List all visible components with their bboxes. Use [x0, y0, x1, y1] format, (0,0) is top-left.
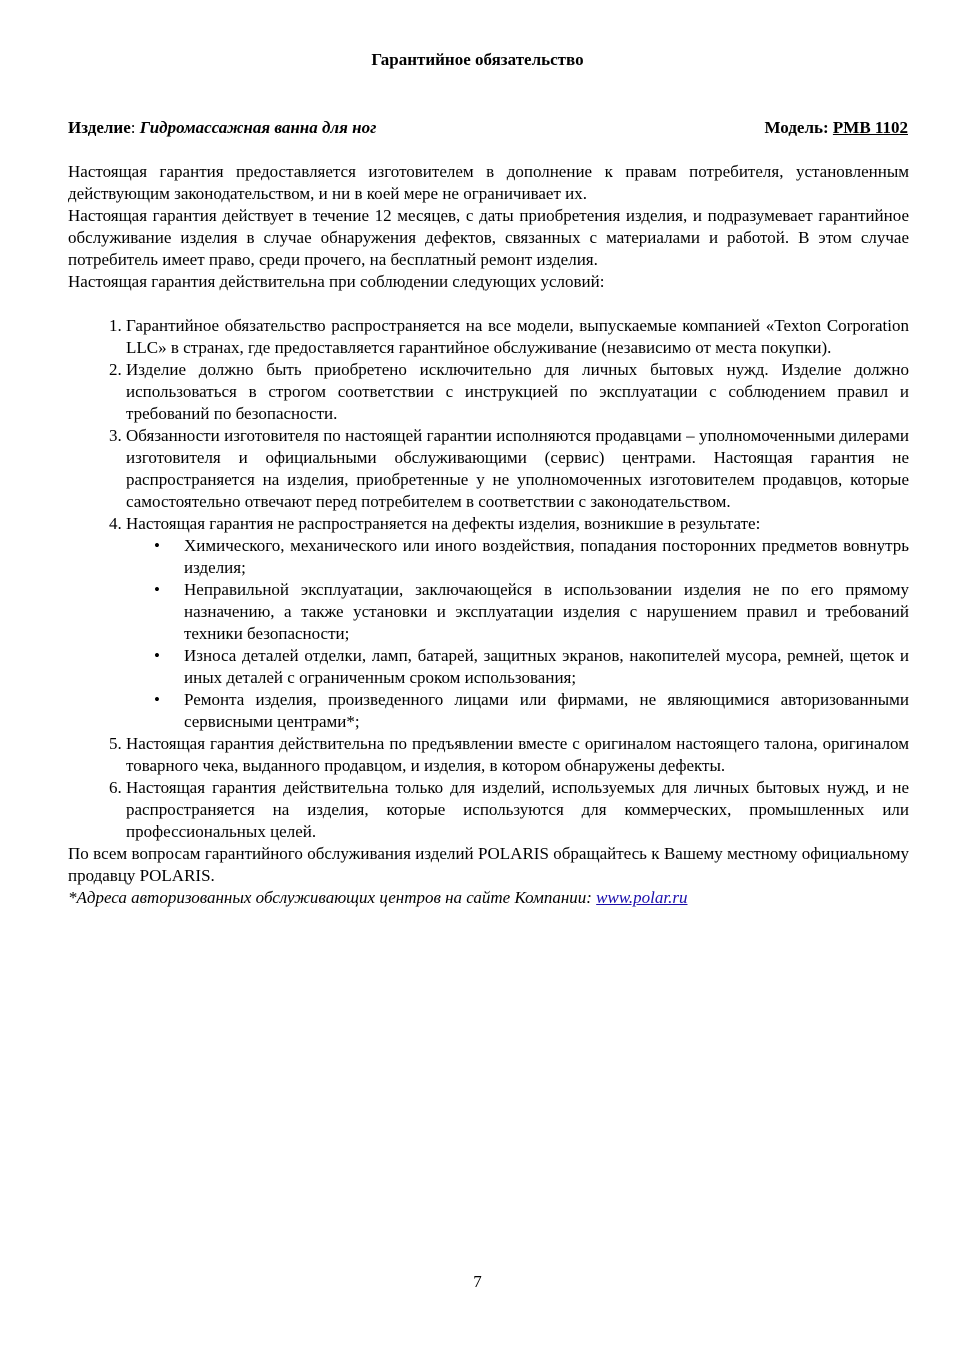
exclusion-item: • Износа деталей отделки, ламп, батарей, защитных экранов, накопителей мусора, ремней, щеток и иных деталей с ограниченным сроком использования;	[184, 645, 909, 689]
product-info	[68, 117, 376, 139]
condition-item	[126, 777, 909, 843]
condition-item	[126, 315, 909, 359]
condition-text: Настоящая гарантия действительна по предъявлении вместе с оригиналом настоящего талона, оригиналом товарного чека, выданного продавцом, и изделия, в котором обнаружены дефекты.	[126, 734, 909, 775]
page-number: 7	[473, 1272, 482, 1291]
website-link[interactable]: www.polar.ru	[596, 888, 688, 907]
condition-text: Гарантийное обязательство распространяется на все модели, выпускаемые компанией «Texton Corporation LLC» в странах, где предоставляется гарантийное обслуживание (независимо от места покупки).	[126, 316, 909, 357]
document-title: Гарантийное обязательство	[371, 50, 584, 69]
condition-text: Изделие должно быть приобретено исключительно для личных бытовых нужд. Изделие должно использоваться в строгом соответствии с инструкцией по эксплуатации с соблюдением правил и требований по безопасности.	[126, 360, 909, 423]
condition-text: Настоящая гарантия действительна только для изделий, используемых для личных бытовых нужд, и не распространяется на изделия, которые используются для коммерческих, промышленных или профессиональных целей.	[126, 778, 909, 841]
conditions-list	[68, 315, 909, 843]
model-info	[764, 117, 908, 139]
condition-item	[126, 359, 909, 425]
condition-text: Настоящая гарантия не распространяется на дефекты изделия, возникшие в результате:	[126, 514, 761, 533]
product-line	[68, 117, 908, 139]
document-body	[68, 161, 909, 909]
footnote	[68, 887, 909, 909]
product-separator: :	[130, 118, 140, 137]
footnote-text: *Адреса авторизованных обслуживающих центров на сайте Компании:	[68, 888, 597, 907]
model-value: PMB 1102	[832, 118, 908, 137]
exclusion-item: • Химического, механического или иного воздействия, попадания посторонних предметов вовнутрь изделия;	[184, 535, 909, 579]
contact-paragraph: По всем вопросам гарантийного обслуживания изделий POLARIS обращайтесь к Вашему местному официальному продавцу POLARIS.	[68, 844, 909, 885]
model-label: Модель:	[764, 118, 833, 137]
exclusions-list	[126, 535, 909, 733]
condition-item	[126, 513, 909, 733]
condition-item	[126, 425, 909, 513]
intro-paragraph-3: Настоящая гарантия действительна при соблюдении следующих условий:	[68, 272, 605, 291]
condition-item	[126, 733, 909, 777]
exclusion-item: • Неправильной эксплуатации, заключающейся в использовании изделия не по его прямому назначению, а также установки и эксплуатации изделия с нарушением правил и требований техники безопасности;	[184, 579, 909, 645]
exclusion-item: • Ремонта изделия, произведенного лицами или фирмами, не являющимися авторизованными сервисными центрами*;	[184, 689, 909, 733]
intro-paragraph-2: Настоящая гарантия действует в течение 12 месяцев, с даты приобретения изделия, и подразумевает гарантийное обслуживание изделия в случае обнаружения дефектов, связанных с материалами и работой. В этом случае потребитель имеет право, среди прочего, на бесплатный ремонт изделия.	[68, 206, 909, 269]
condition-text: Обязанности изготовителя по настоящей гарантии исполняются продавцами – уполномоченными дилерами изготовителя и официальными обслуживающими (сервис) центрами. Настоящая гарантия не распространяется на изделия, приобретенные у не уполномоченных изготовителем продавцов, которые самостоятельно отвечают перед потребителем в соответствии с законодательством.	[126, 426, 909, 511]
product-name: Гидромассажная ванна для ног	[139, 118, 377, 137]
product-label: Изделие	[68, 118, 131, 137]
intro-paragraph-1: Настоящая гарантия предоставляется изготовителем в дополнение к правам потребителя, установленным действующим законодательством, и ни в коей мере не ограничивает их.	[68, 162, 909, 203]
